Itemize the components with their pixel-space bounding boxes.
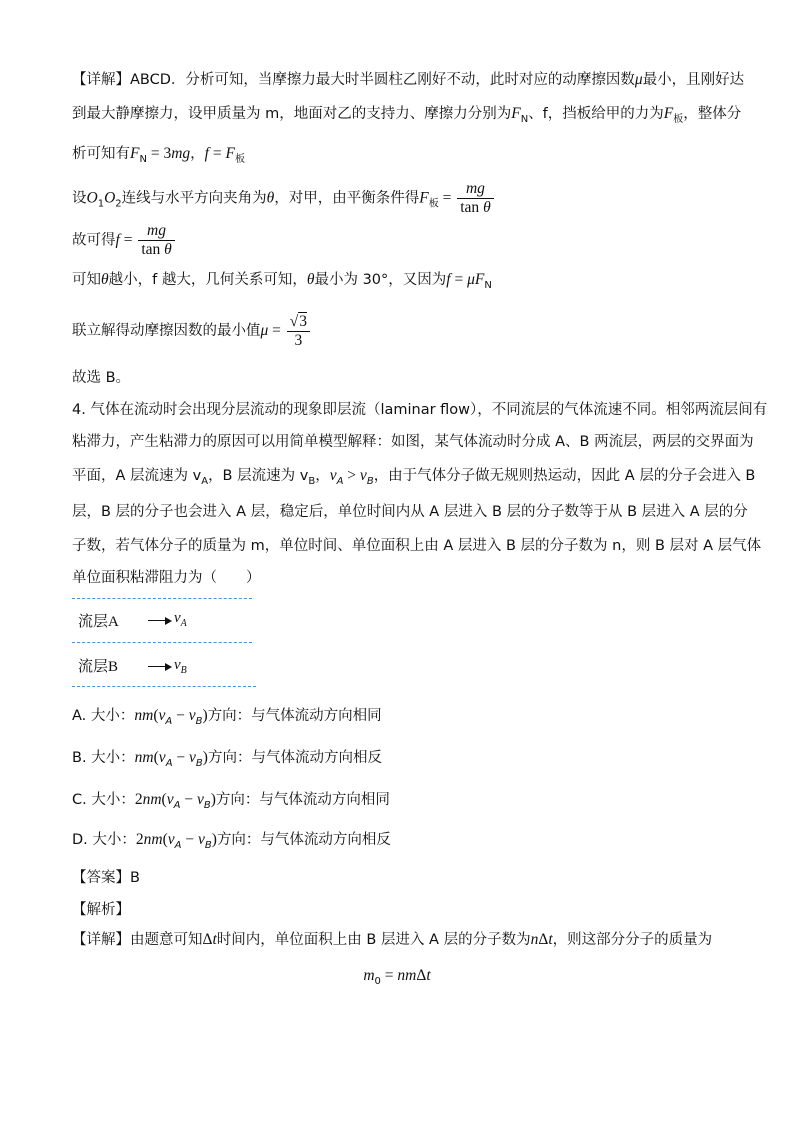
- detail-line-3: 析可知有$F_N = 3mg$，$f = F_板$: [72, 145, 245, 165]
- question-4-line-2: 粘滞力，产生粘滞力的原因可以用简单模型解释：如图，某气体流动时分成 A、B 两流层，两层的交界面为: [72, 434, 754, 450]
- question-4-line-3: 平面，A 层流速为 $v_A$，B 层流速为 $v_B$，$v_A > v_B$，由于气体分子做无规则热运动，因此 A 层的分子会进入 B: [72, 467, 756, 487]
- option-b[interactable]: B. 大小：$nm(v_A - v_B)$方向：与气体流动方向相反: [72, 749, 382, 769]
- question-4-line-4: 层，B 层的分子也会进入 A 层，稳定后，单位时间内从 A 层进入 B 层的分子数等于从 B 层进入 A 层的分: [72, 504, 748, 520]
- detail-line-8: 故选 B。: [72, 370, 131, 386]
- detail-line-2: 到最大静摩擦力，设甲质量为 m，地面对乙的支持力、摩擦力分别为$F_N$、f，挡板给甲的力为$F_板$，整体分: [72, 105, 742, 125]
- answer: 【答案】B: [72, 870, 140, 886]
- boundary-line-bottom: [72, 686, 256, 687]
- detail-line-7: 联立解得动摩擦因数的最小值μ = $\frac{√3}{3}$: [72, 312, 312, 350]
- detail-line-6: 可知θ越小，f 越大，几何关系可知，θ最小为 30°，又因为$f = \mu F_N$: [72, 271, 492, 291]
- option-d[interactable]: D. 大小：$2nm(v_A - v_B)$方向：与气体流动方向相反: [72, 831, 391, 851]
- option-c[interactable]: C. 大小：$2nm(v_A - v_B)$方向：与气体流动方向相同: [72, 791, 390, 811]
- velocity-arrow-b: [148, 666, 170, 667]
- velocity-b-label: $v_B$: [174, 657, 187, 676]
- mass-equation: $m_0 = nm\Delta t$: [363, 967, 431, 987]
- velocity-a-label: $v_A$: [174, 610, 187, 629]
- detail-line-4: 设$O_1O_2$连线与水平方向夹角为θ，对甲，由平衡条件得$F_板$ = $\frac{mg}{\text{tan θ}}$: [72, 180, 496, 223]
- detail-line-5: 故可得f = $\frac{mg}{\text{tan θ}}$: [72, 222, 177, 259]
- layer-b-label: 流层B: [78, 659, 119, 675]
- question-4-line-5: 子数，若气体分子的质量为 m，单位时间、单位面积上由 A 层进入 B 层的分子数为 n，则 B 层对 A 层气体: [72, 538, 762, 554]
- boundary-line-top: [72, 598, 252, 599]
- layer-a-label: 流层A: [78, 614, 119, 630]
- question-4-line-6: 单位面积粘滞阻力为（ ）: [72, 570, 261, 586]
- option-a[interactable]: A. 大小：$nm(v_A - v_B)$方向：与气体流动方向相同: [72, 707, 382, 727]
- detail-line-1: 【详解】ABCD．分析可知，当摩擦力最大时半圆柱乙刚好不动，此时对应的动摩擦因数μ最小，且刚好达: [72, 71, 745, 88]
- detail-label: 【详解】: [72, 72, 130, 88]
- velocity-arrow-a: [148, 620, 170, 621]
- analysis-heading: 【解析】: [72, 902, 130, 918]
- boundary-line-middle: [72, 642, 252, 643]
- detail-text: 【详解】由题意可知Δt时间内，单位面积上由 B 层进入 A 层的分子数为nΔt，则这部分分子的质量为: [72, 931, 713, 948]
- question-number: 4.: [72, 402, 86, 418]
- question-4-line-1: 4. 气体在流动时会出现分层流动的现象即层流（laminar flow），不同流层的气体流速不同。相邻两流层间有: [72, 402, 768, 418]
